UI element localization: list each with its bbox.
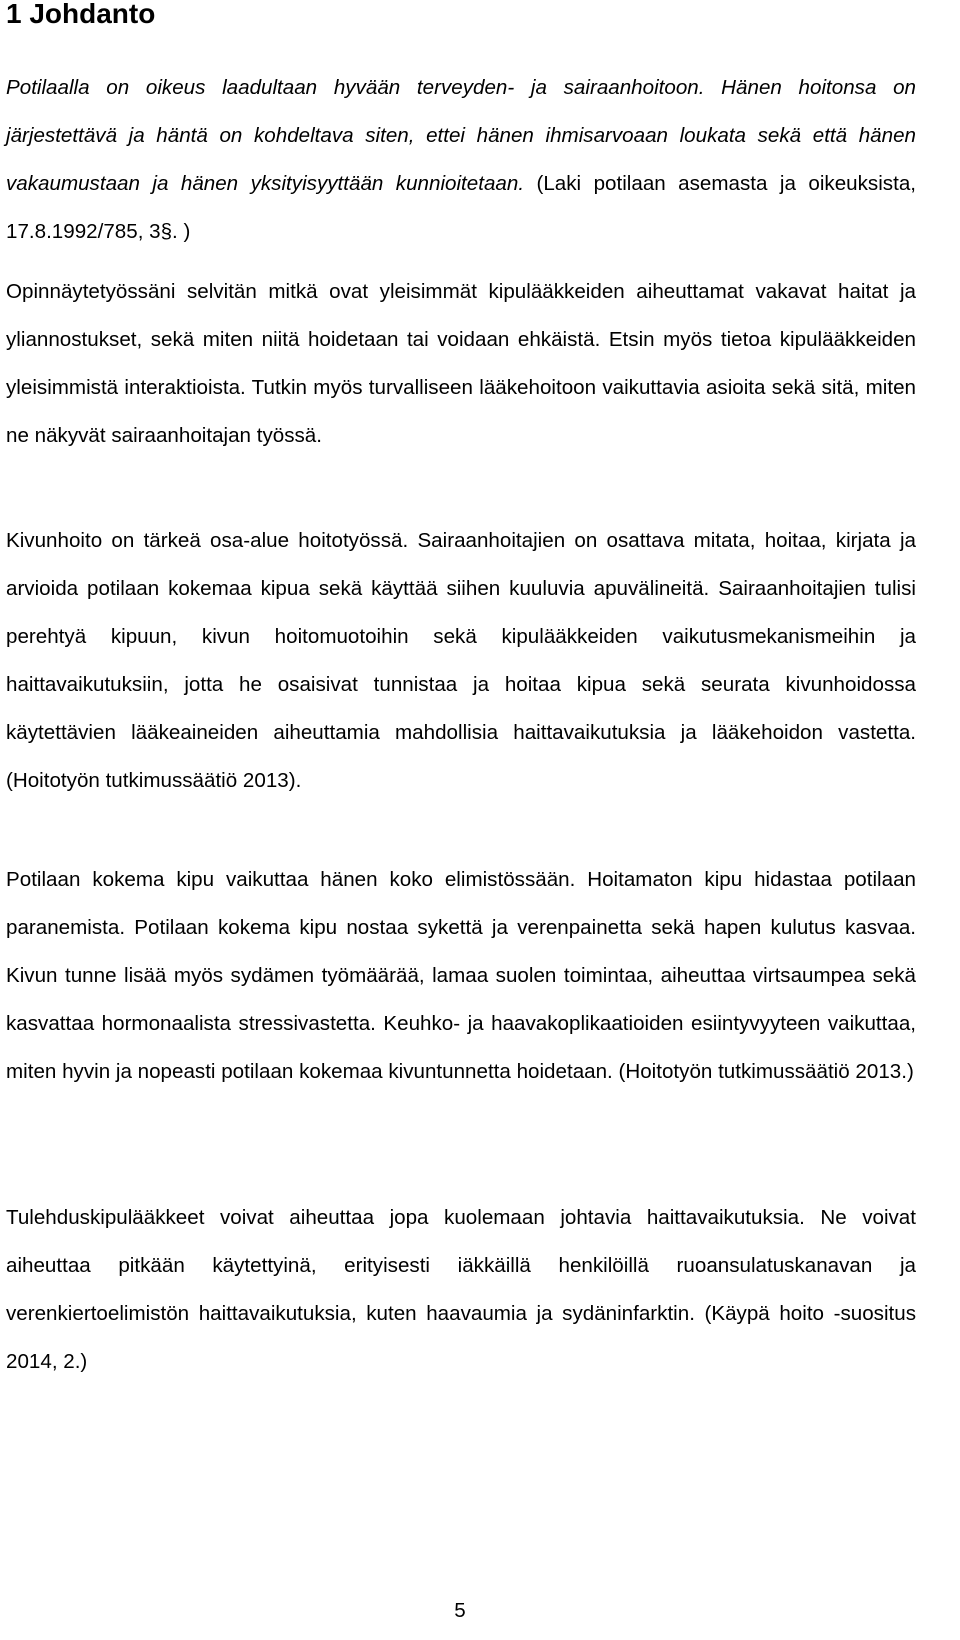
paragraph-pain-effects: Potilaan kokema kipu vaikuttaa hänen koko elimistössään. Hoitamaton kipu hidastaa potilaan paranemista. Potilaan kokema kipu nostaa sykettä ja verenpainetta sekä hapen kulutus kasvaa. Kivun tunne lisää myös sydämen työmäärää, lamaa suolen toimintaa, aiheuttaa virtsaumpea sekä kasvattaa hormonaalista stressivastetta. Keuhko- ja haavakoplikaatioiden esiintyvyyteen vaikuttaa, miten hyvin ja nopeasti potilaan kokemaa kivuntunnetta hoidetaan. (Hoitotyön tutkimussäätiö 2013.) xyxy=(6,868,916,1083)
section-heading: 1 Johdanto xyxy=(6,0,156,29)
paragraph-pain-management: Kivunhoito on tärkeä osa-alue hoitotyössä. Sairaanhoitajien on osattava mitata, hoitaa, kirjata ja arvioida potilaan kokemaa kipua sekä käyttää siihen kuuluvia apuvälineitä. Sairaanhoitajien tulisi perehtyä kipuun, kivun hoitomuotoihin sekä kipulääkkeiden vaikutusmekanismeihin ja haittavaikutuksiin, jotta he osaisivat tunnistaa ja hoitaa kipua sekä seurata kivunhoidossa käytettävien lääkeaineiden aiheuttamia mahdollisia haittavaikutuksia ja lääkehoidon vastetta. (Hoitotyön tutkimussäätiö 2013). xyxy=(6,529,916,792)
page-number: 5 xyxy=(454,1599,466,1622)
law-citation: (Laki potilaan asemasta ja oikeuksista, 17.8.1992/785, 3§. ) xyxy=(6,172,916,243)
law-quote: Potilaalla on oikeus laadultaan hyvään terveyden- ja sairaanhoitoon. Hänen hoitonsa on järjestettävä ja häntä on kohdeltava siten, ettei hänen ihmisarvoaan loukata sekä että hänen vakaumustaan ja hänen yksityisyyttään kunnioitetaan. xyxy=(6,76,916,195)
paragraph-patient-rights xyxy=(6,64,916,256)
paragraph-thesis-scope: Opinnäytetyössäni selvitän mitkä ovat yleisimmät kipulääkkeiden aiheuttamat vakavat haitat ja yliannostukset, sekä miten niitä hoidetaan tai voidaan ehkäistä. Etsin myös tietoa kipulääkkeiden yleisimmistä interaktioista. Tutkin myös turvalliseen lääkehoitoon vaikuttavia asioita sekä sitä, miten ne näkyvät sairaanhoitajan työssä. xyxy=(6,280,916,447)
paragraph-nsaid-risks: Tulehduskipulääkkeet voivat aiheuttaa jopa kuolemaan johtavia haittavaikutuksia. Ne voivat aiheuttaa pitkään käytettyinä, erityisesti iäkkäillä henkilöillä ruoansulatuskanavan ja verenkiertoelimistön haittavaikutuksia, kuten haavaumia ja sydäninfarktin. (Käypä hoito -suositus 2014, 2.) xyxy=(6,1206,916,1373)
